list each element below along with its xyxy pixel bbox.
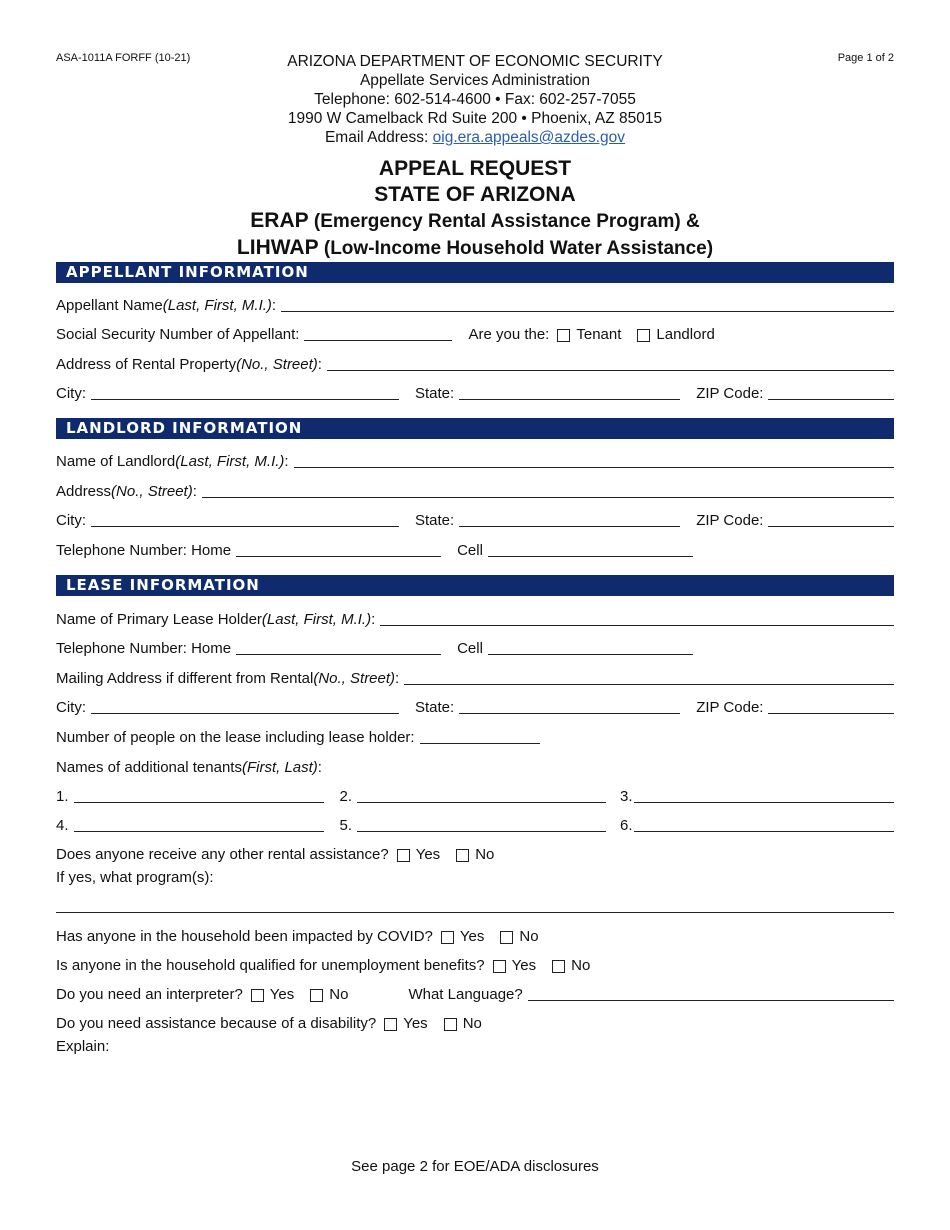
page-number: Page 1 of 2: [837, 52, 894, 64]
unemployment-row: Is anyone in the household qualified for unemployment benefits? Yes No: [56, 957, 591, 974]
unemployment-no-checkbox[interactable]: [552, 960, 565, 973]
landlord-name-field[interactable]: [294, 466, 894, 468]
lease-count-row: Number of people on the lease including lease holder:: [56, 726, 894, 748]
tenant-1-field[interactable]: [74, 801, 324, 803]
section-landlord-heading: LANDLORD INFORMATION: [56, 418, 894, 439]
interpreter-row: Do you need an interpreter? Yes No What Language?: [56, 983, 894, 1005]
tenant-4-field[interactable]: [74, 830, 324, 832]
landlord-phone-row: Telephone Number: Home Cell: [56, 539, 894, 561]
mailing-address-row: Mailing Address if different from Rental (No., Street) :: [56, 667, 894, 689]
other-assistance-row: Does anyone receive any other rental assistance? Yes No: [56, 846, 495, 863]
landlord-checkbox[interactable]: [637, 329, 650, 342]
language-field[interactable]: [528, 999, 894, 1001]
landlord-name-row: Name of Landlord (Last, First, M.I.) :: [56, 450, 894, 472]
title-line-1: APPEAL REQUEST: [378, 157, 572, 180]
tenant-6-field[interactable]: [634, 830, 894, 832]
title-line-2: STATE OF ARIZONA: [374, 183, 576, 206]
disability-row: Do you need assistance because of a disability? Yes No: [56, 1015, 482, 1032]
other-assistance-no-checkbox[interactable]: [456, 849, 469, 862]
additional-tenants-label-row: Names of additional tenants (First, Last) :: [56, 759, 322, 776]
agency-block: [0, 52, 950, 147]
covid-row: Has anyone in the household been impacted by COVID? Yes No: [56, 928, 539, 945]
appellant-name-row: Appellant Name (Last, First, M.I.) :: [56, 294, 894, 316]
disability-no-checkbox[interactable]: [444, 1018, 457, 1031]
interpreter-yes-checkbox[interactable]: [251, 989, 264, 1002]
appellant-zip-field[interactable]: [768, 398, 894, 400]
mailing-address-field[interactable]: [404, 683, 894, 685]
phone-fax: Telephone: 602-514-4600 • Fax: 602-257-7055: [314, 91, 636, 108]
covid-yes-checkbox[interactable]: [441, 931, 454, 944]
unemployment-yes-checkbox[interactable]: [493, 960, 506, 973]
tenant-3-field[interactable]: [634, 801, 894, 803]
appellant-name-field[interactable]: [281, 310, 894, 312]
tenants-row-2: 4. 5. 6.: [56, 814, 894, 836]
appellant-state-field[interactable]: [459, 398, 680, 400]
lease-state-field[interactable]: [459, 712, 680, 714]
tenant-2-field[interactable]: [357, 801, 606, 803]
appellant-city-field[interactable]: [91, 398, 399, 400]
lease-cell-field[interactable]: [488, 653, 693, 655]
other-assistance-yes-checkbox[interactable]: [397, 849, 410, 862]
agency-address: 1990 W Camelback Rd Suite 200 • Phoenix, AZ 85015: [287, 110, 663, 127]
ssn-field[interactable]: [304, 339, 452, 341]
interpreter-no-checkbox[interactable]: [310, 989, 323, 1002]
landlord-zip-field[interactable]: [768, 525, 894, 527]
appellant-city-row: City: State: ZIP Code:: [56, 382, 894, 404]
lease-city-field[interactable]: [91, 712, 399, 714]
appellant-ssn-row: Social Security Number of Appellant: Are you the: Tenant Landlord: [56, 326, 715, 343]
division-name: Appellate Services Administration: [359, 72, 591, 89]
lease-holder-row: Name of Primary Lease Holder (Last, First, M.I.) :: [56, 608, 894, 630]
section-appellant-heading: APPELLANT INFORMATION: [56, 262, 894, 283]
program-label-row: If yes, what program(s):: [56, 869, 214, 886]
form-code: ASA-1011A FORFF (10-21): [56, 52, 191, 64]
disability-yes-checkbox[interactable]: [384, 1018, 397, 1031]
title-lihwap: LIHWAP (Low-Income Household Water Assistance): [236, 236, 714, 259]
rental-address-field[interactable]: [327, 369, 894, 371]
landlord-address-field[interactable]: [202, 496, 894, 498]
email-link[interactable]: oig.era.appeals@azdes.gov: [432, 129, 626, 146]
rental-address-row: Address of Rental Property (No., Street) :: [56, 353, 894, 375]
landlord-city-row: City: State: ZIP Code:: [56, 509, 894, 531]
agency-name: ARIZONA DEPARTMENT OF ECONOMIC SECURITY: [287, 53, 663, 70]
explain-row: Explain:: [56, 1038, 110, 1055]
landlord-home-phone-field[interactable]: [236, 555, 441, 557]
footer-note: See page 2 for EOE/ADA disclosures: [351, 1158, 599, 1175]
landlord-cell-field[interactable]: [488, 555, 693, 557]
email-line: Email Address: oig.era.appeals@azdes.gov: [324, 129, 626, 146]
title-erap: ERAP (Emergency Rental Assistance Program) &: [250, 209, 700, 232]
tenants-row-1: 1. 2. 3.: [56, 785, 894, 807]
tenant-checkbox[interactable]: [557, 329, 570, 342]
tenant-5-field[interactable]: [357, 830, 606, 832]
landlord-address-row: Address (No., Street) :: [56, 480, 894, 502]
lease-holder-field[interactable]: [380, 624, 894, 626]
lease-city-row: City: State: ZIP Code:: [56, 696, 894, 718]
covid-no-checkbox[interactable]: [500, 931, 513, 944]
form-title: [0, 156, 950, 262]
landlord-city-field[interactable]: [91, 525, 399, 527]
program-field[interactable]: [56, 912, 894, 913]
lease-home-phone-field[interactable]: [236, 653, 441, 655]
lease-zip-field[interactable]: [768, 712, 894, 714]
landlord-state-field[interactable]: [459, 525, 680, 527]
section-lease-heading: LEASE INFORMATION: [56, 575, 894, 596]
lease-phone-row: Telephone Number: Home Cell: [56, 637, 894, 659]
lease-count-field[interactable]: [420, 742, 540, 744]
